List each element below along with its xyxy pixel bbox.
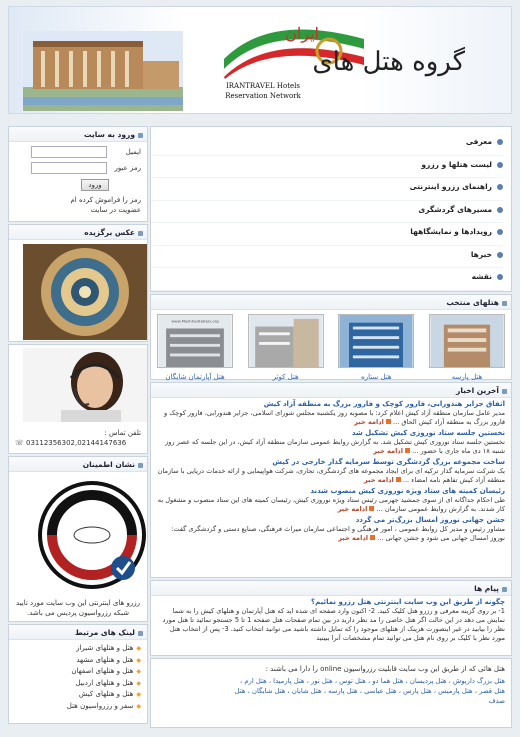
featured-photo-image[interactable] xyxy=(23,244,147,340)
main-menu-list xyxy=(151,127,511,291)
site-header xyxy=(8,6,512,114)
box-bullet-icon xyxy=(138,231,143,236)
trust-badge-text: رزرو های اینترنتی این وب سایت مورد تایید شبکه رزرواسیون پردیس می باشد. xyxy=(16,599,140,617)
related-links-title: لینک های مرتبط xyxy=(9,625,147,640)
phone-icon: ☏ xyxy=(15,439,24,447)
related-links-list xyxy=(9,640,147,713)
menu-item-intro[interactable]: معرفی xyxy=(151,133,503,156)
login-button[interactable]: ورود xyxy=(81,179,109,191)
featured-hotel[interactable] xyxy=(429,314,505,381)
featured-photo-title: عکس برگزیده xyxy=(9,225,147,240)
menu-bullet-icon xyxy=(497,207,503,213)
menu-item-hotel-list[interactable]: لیست هتلها و رزرو xyxy=(151,156,503,179)
password-field[interactable] xyxy=(31,162,107,174)
hotel-photo[interactable] xyxy=(429,314,505,368)
news-item xyxy=(151,485,511,514)
hotel-photo-watermark: www.MashhadHotels.org xyxy=(171,318,219,324)
latest-news-box xyxy=(150,382,512,578)
news-item xyxy=(151,427,511,456)
hotel-caption[interactable]: هتل کوثر xyxy=(272,373,299,381)
related-links-box xyxy=(8,624,148,724)
menu-item-tour-routes[interactable]: مسیرهای گردشگری xyxy=(151,201,503,224)
menu-item-events[interactable]: رویدادها و نمایشگاهها xyxy=(151,223,503,246)
news-headline[interactable]: نخستین جلسه ستاد نوروزی کیش تشکیل شد xyxy=(351,429,505,437)
email-label: ایمیل xyxy=(125,148,141,156)
featured-hotel[interactable] xyxy=(248,314,324,381)
news-headline[interactable]: جشن جهانی نوروز امسال بزرگ‌تر می گردد xyxy=(355,516,505,524)
login-box xyxy=(8,126,148,222)
news-summary: طی احکام جداگانه ای از سوی جمشید جهرمی رئیس ستاد ویژه نوروزی کیش، رئیسان کمیته های این ستاد منصوب و مشغول به کار شدند. به گزارش روابط عمومی سازمان ... ادامه خبر xyxy=(157,496,505,513)
hotel-caption[interactable]: هتل آپارتمان شایگان xyxy=(165,373,225,381)
news-item xyxy=(151,398,511,427)
related-link[interactable]: ◆ هتل و هتلهای شیراز xyxy=(9,643,141,655)
read-more-link[interactable]: ادامه خبر xyxy=(364,476,401,484)
reservation-guarantee-seal-icon[interactable] xyxy=(37,476,147,594)
news-headline[interactable]: ساخت مجموعه بزرگ گردشگری توسط سرمایه گذار خارجی در کیش xyxy=(272,458,505,466)
box-bullet-icon xyxy=(502,389,507,394)
hotel-caption[interactable]: هتل ستاره xyxy=(361,373,392,381)
featured-photo-box xyxy=(8,224,148,342)
menu-bullet-icon xyxy=(497,162,503,168)
read-more-link[interactable]: ادامه خبر xyxy=(338,505,375,513)
related-link[interactable]: ◆ سفر و رزرواسیون هتل xyxy=(9,701,141,713)
box-bullet-icon xyxy=(502,301,507,306)
news-item xyxy=(151,456,511,485)
messages-box xyxy=(150,580,512,656)
support-operator-image xyxy=(23,348,147,422)
featured-hotels-title: هتلهای منتخب xyxy=(151,295,511,310)
hotel-photo[interactable] xyxy=(338,314,414,368)
email-row xyxy=(15,146,141,158)
news-item xyxy=(151,514,511,543)
online-hotels-line[interactable]: هتل بزرگ داریوش ، هتل پردیسان ، هتل هما دو ، هتل توس ، هتل نور ، هتل پارمیدا ، هتل ارم ، xyxy=(239,677,505,685)
messages-title: پیام ها xyxy=(151,581,511,596)
menu-item-news[interactable]: خبرها xyxy=(151,246,503,269)
news-summary: مدیر عامل سازمان منطقه آزاد کیش اعلام کرد: با مصوبه روز یکشنبه مجلس شورای اسلامی، جزایر هندورابی، فارور کوچک و فارور بزرگ به منطقه آزاد کیش الحاق ... ادامه خبر xyxy=(164,409,505,426)
news-summary: مشاور رئیس و مدیر کل روابط عمومی ، امور فرهنگی و اجتماعی سازمان میراث فرهنگی، صنایع دستی و گردشگری گفت: نوروز امسال جهانی می شود و جشن جهانی ... ادامه خبر xyxy=(171,525,505,542)
related-link[interactable]: ◆ هتل و هتلهای اردبیل xyxy=(9,678,141,690)
trust-badge-box xyxy=(8,456,148,622)
box-bullet-icon xyxy=(502,587,507,592)
related-link[interactable]: ◆ هتل و هتلهای اصفهان xyxy=(9,666,141,678)
news-headline[interactable]: اتفاق جزایر هندورابی، فارور کوچک و فارور بزرگ به منطقه آزاد کیش xyxy=(263,400,505,408)
related-link[interactable]: ◆ هتل و هتلهای مشهد xyxy=(9,655,141,667)
brand-title-fa: گروه هتل های xyxy=(312,47,465,77)
box-bullet-icon xyxy=(138,133,143,138)
news-summary: یک شرکت سرمایه گذار ترکیه ای برای ایجاد مجموعه های گردشگری، تجاری، شرکت هواپیمایی و ارائه خدمات دریایی با سازمان منطقه آزاد کیش تفاهم نامه امضاء ... ادامه خبر xyxy=(157,467,505,484)
menu-item-map[interactable]: نقشه xyxy=(151,268,503,291)
featured-hotels-box xyxy=(150,294,512,380)
hotel-photo[interactable] xyxy=(248,314,324,368)
latest-news-title: آخرین اخبار xyxy=(151,383,511,398)
menu-bullet-icon xyxy=(497,184,503,190)
menu-bullet-icon xyxy=(497,229,503,235)
featured-hotels-list xyxy=(151,310,511,381)
news-summary: نخستین جلسه ستاد نوروزی کیش تشکیل شد. به گزارش روابط عمومی سازمان منطقه آزاد کیش، در این جلسه که عصر روز شنبه ۱۸ دی ماه جاری با حضور ... ادامه خبر xyxy=(165,438,505,455)
palace-banner-image xyxy=(23,31,183,111)
online-booking-box xyxy=(150,658,512,728)
hotel-photo[interactable] xyxy=(157,314,233,368)
register-link[interactable]: عضویت در سایت xyxy=(90,206,141,214)
menu-bullet-icon xyxy=(497,274,503,280)
menu-bullet-icon xyxy=(497,252,503,258)
featured-hotel[interactable] xyxy=(338,314,414,381)
login-links xyxy=(15,195,141,215)
box-bullet-icon xyxy=(138,631,143,636)
menu-bullet-icon xyxy=(497,139,503,145)
support-phone: تلفن تماس : ☏ 03112356302,02144147636 xyxy=(15,429,141,447)
read-more-link[interactable]: ادامه خبر xyxy=(354,418,391,426)
login-box-title: ورود به سایت xyxy=(9,127,147,142)
support-box xyxy=(8,344,148,454)
menu-item-booking-guide[interactable]: راهنمای رزرو اینترنتی xyxy=(151,178,503,201)
brand-title-en: IRANTRAVEL Hotels Reservation Network xyxy=(225,82,301,100)
online-hotels-line[interactable]: هتل قصر ، هتل پارمیس ، هتل پارس ، هتل عباسی ، هتل پارسه ، هتل شایان ، هتل شایگان ، هتل xyxy=(234,687,505,695)
password-row xyxy=(15,162,141,174)
hotel-caption[interactable]: هتل پارسه xyxy=(451,373,483,381)
trust-badge-title: نشان اطمینان xyxy=(9,457,147,472)
box-bullet-icon xyxy=(138,463,143,468)
forgot-password-link[interactable]: رمز را فراموش کرده ام xyxy=(70,196,141,204)
support-phone-numbers: ☏ 03112356302,02144147636 xyxy=(15,439,127,447)
svg-text:ایران: ایران xyxy=(285,24,319,43)
online-booking-intro: هتل هائی که از طریق این وب سایت قابلیت رزرواسیون online را دارا می باشند : xyxy=(265,665,505,673)
message-headline[interactable]: چگونه از طریق این وب سایت اینترنتی هتل رزرو نمائیم؟ xyxy=(311,598,505,606)
online-hotels-line[interactable]: صدف xyxy=(488,697,505,705)
featured-hotel[interactable] xyxy=(157,314,233,381)
read-more-link[interactable]: ادامه خبر xyxy=(373,447,410,455)
email-field[interactable] xyxy=(31,146,107,158)
message-body: 1- بر روی گزینه معرفی و رزرو هتل کلیک کنید. 2- اکنون وارد صفحه ای شده اید که هتل آپارتمان و هتلهای کیش را به شما نمایش می دهد در این حالت اگر هتل خاصی را مد نظر دارید در بین تمام صفحات هتل صفحه 1 تا 5 جستجو نمائید تا هتل مورد نظر را بیابید در غیر اینصورت هزینک از هتلهای موجود را که تمایل داشته باشید می توانید انتخاب کنید. 3- پس از انتخاب هتل مورد نظر با کلیک بر روی نام هتل می توانید تمام مشخصات آنرا ببینید xyxy=(162,607,505,642)
related-link[interactable]: ◆ هتل و هتلهای کیش xyxy=(9,689,141,701)
password-label: رمز عبور xyxy=(114,164,141,172)
main-menu xyxy=(150,126,512,292)
read-more-link[interactable]: ادامه خبر xyxy=(338,534,375,542)
news-headline[interactable]: رئیسان کمیته های ستاد ویژه نوروزی کیش منصوب شدند xyxy=(310,487,505,495)
